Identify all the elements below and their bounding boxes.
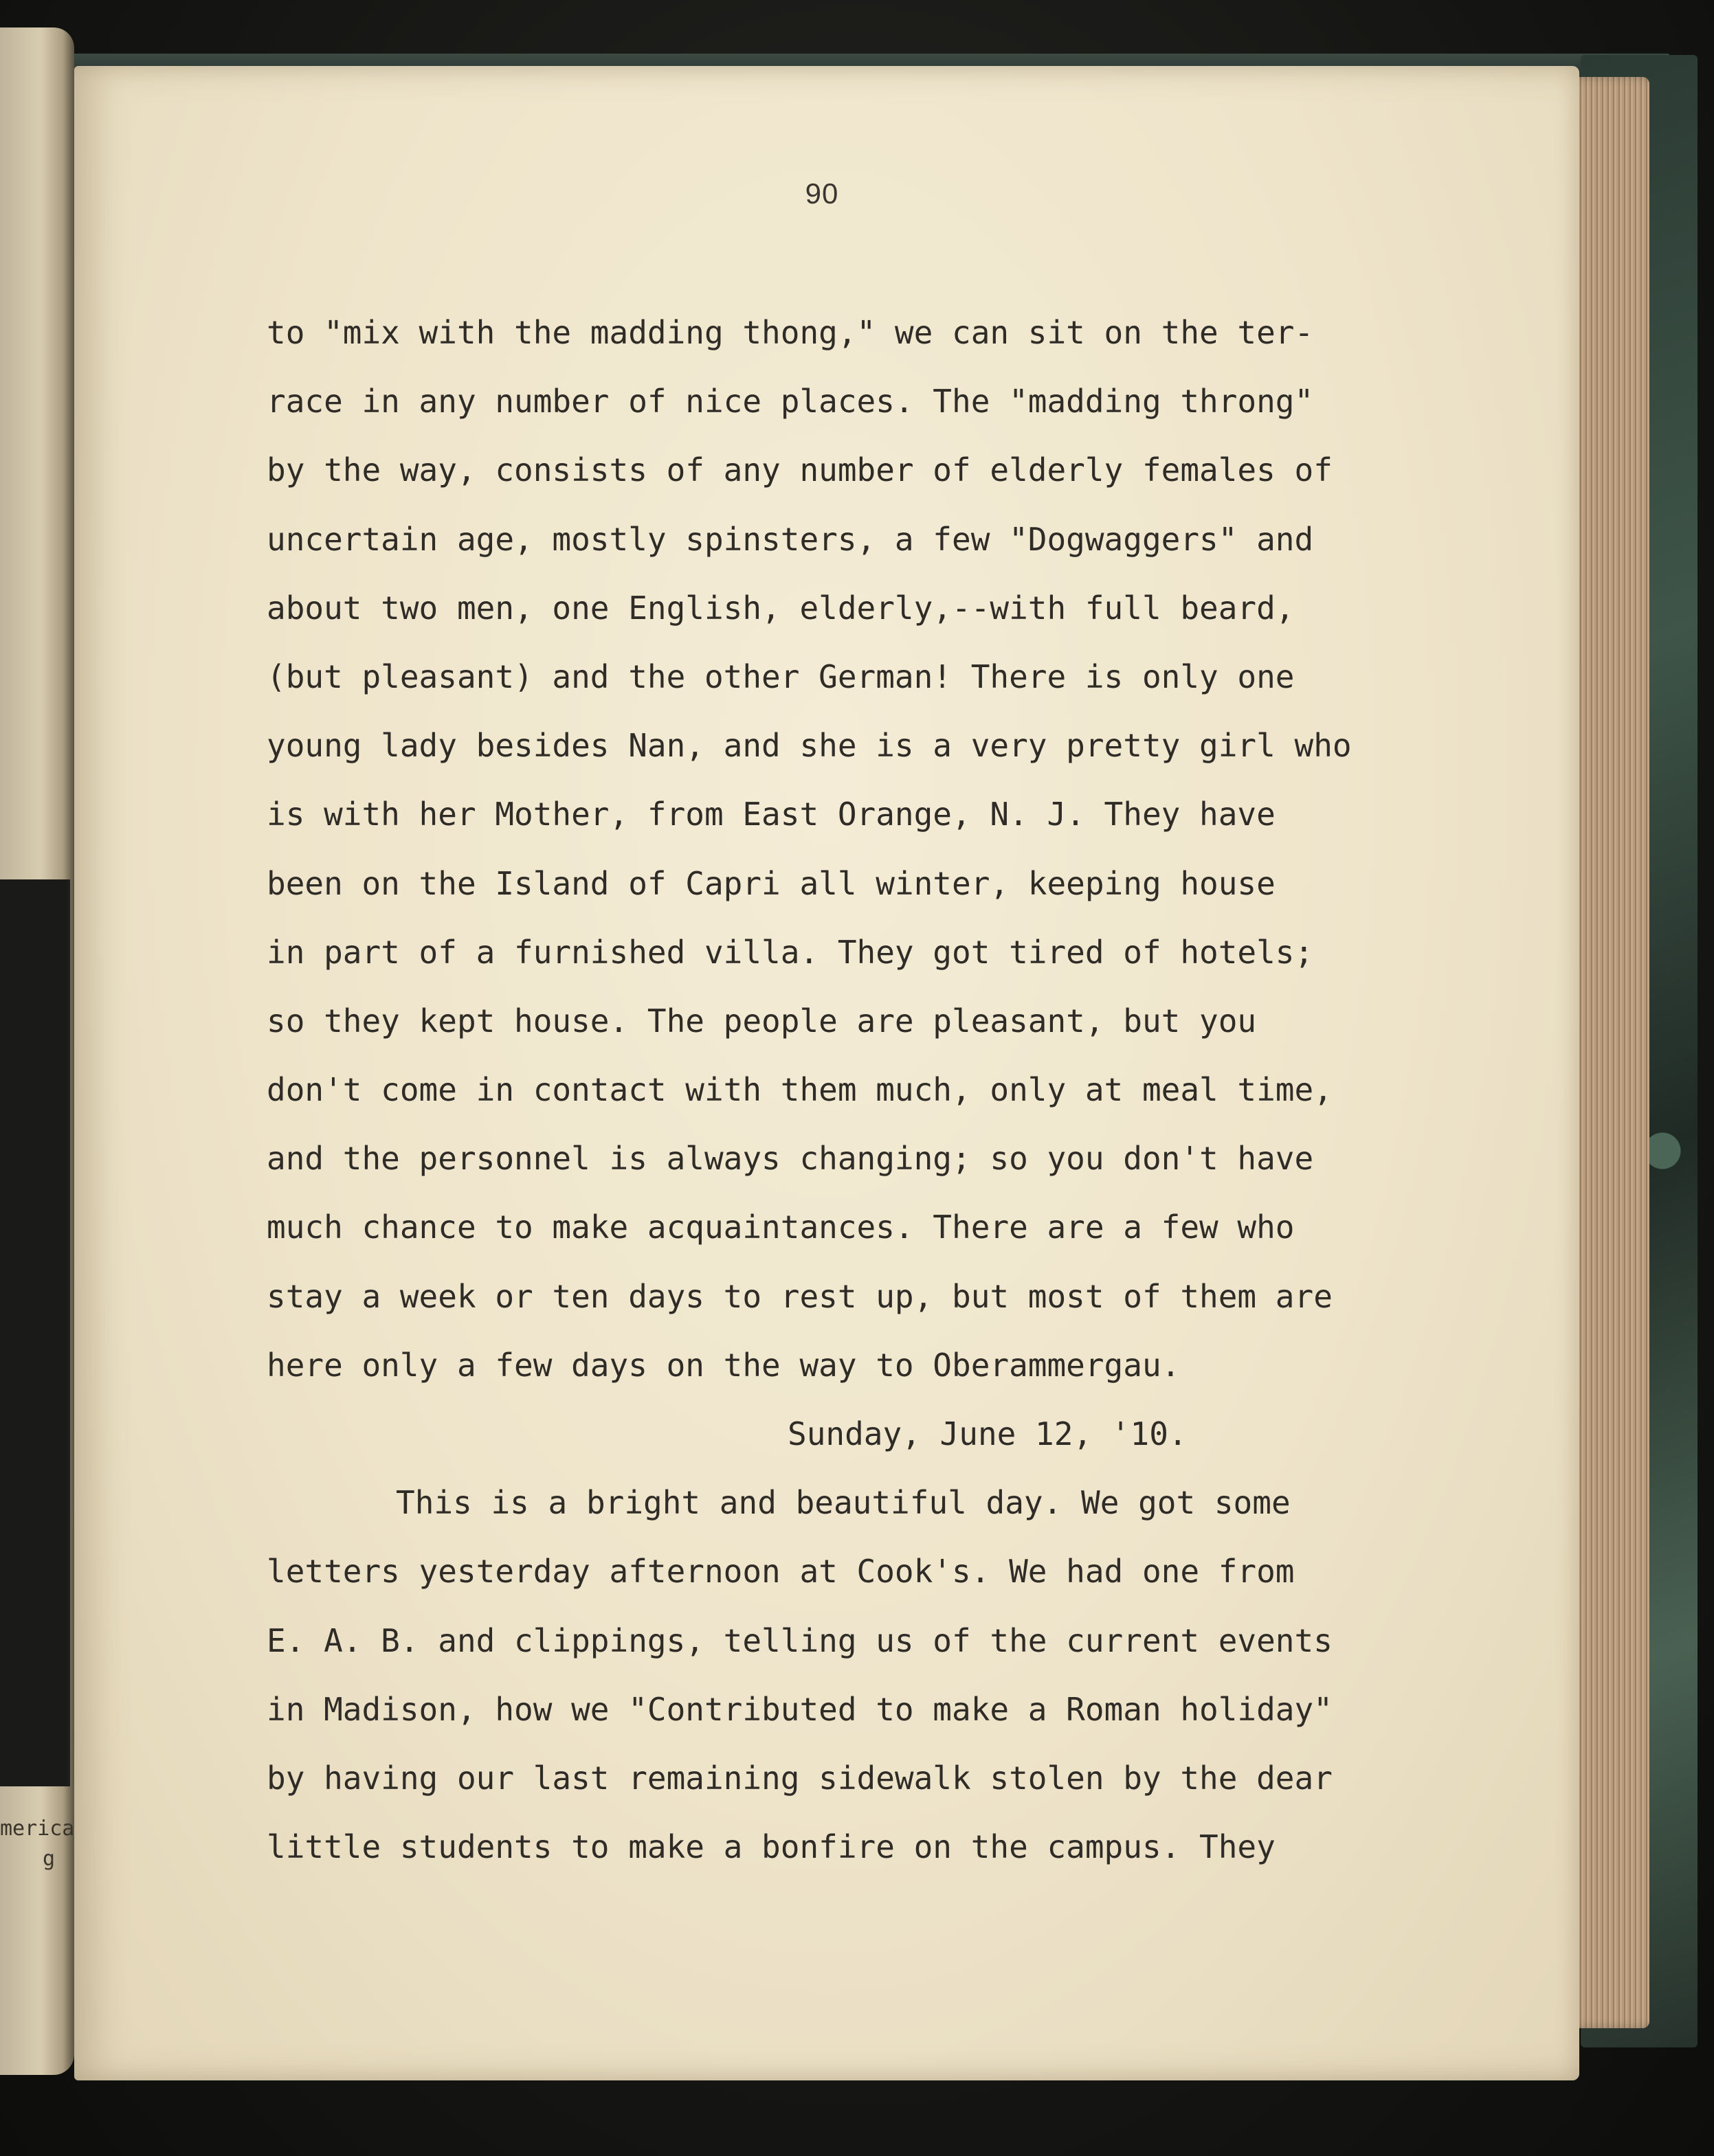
text-line: little students to make a bonfire on the campus. They [267,1828,1276,1866]
text-line: about two men, one English, elderly,--with full beard, [267,589,1295,627]
text-line: here only a few days on the way to Oberammergau. [267,1346,1181,1384]
text-line: is with her Mother, from East Orange, N. J. They have [267,796,1276,833]
text-line: E. A. B. and clippings, telling us of the current events [267,1621,1333,1659]
typed-text-block [267,311,1449,1894]
text-line: by the way, consists of any number of elderly females of [267,451,1333,489]
text-line: and the personnel is always changing; so you don't have [267,1140,1314,1178]
text-line: (but pleasant) and the other German! There is only one [267,658,1295,695]
text-line: stay a week or ten days to rest up, but most of them are [267,1277,1333,1315]
text-line: to "mix with the madding thong," we can sit on the ter- [267,314,1314,351]
entry-date: Sunday, June 12, '10. [788,1415,1188,1452]
text-line: by having our last remaining sidewalk stolen by the dear [267,1759,1333,1797]
text-line: in part of a furnished villa. They got tired of hotels; [267,933,1314,971]
text-line: in Madison, how we "Contributed to make a Roman holiday" [267,1690,1333,1728]
page-number: 90 [805,177,839,210]
page-edges [1567,77,1649,2028]
caption-line: merica [0,1817,75,1841]
text-line: This is a bright and beautiful day. We got some [396,1484,1291,1522]
text-line: uncertain age, mostly spinsters, a few "Dogwaggers" and [267,520,1314,558]
facing-page-caption [0,1814,75,1874]
text-line: been on the Island of Capri all winter, keeping house [267,864,1276,902]
text-line: much chance to make acquaintances. There are a few who [267,1209,1295,1246]
text-line: so they kept house. The people are pleasant, but you [267,1002,1257,1040]
text-line: young lady besides Nan, and she is a very pretty girl who [267,727,1352,765]
text-line: don't come in contact with them much, only at meal time, [267,1071,1333,1109]
facing-page-photo [0,879,70,1786]
text-line: letters yesterday afternoon at Cook's. We had one from [267,1553,1295,1591]
caption-line: g [42,1847,55,1871]
text-line: race in any number of nice places. The "madding throng" [267,383,1314,420]
